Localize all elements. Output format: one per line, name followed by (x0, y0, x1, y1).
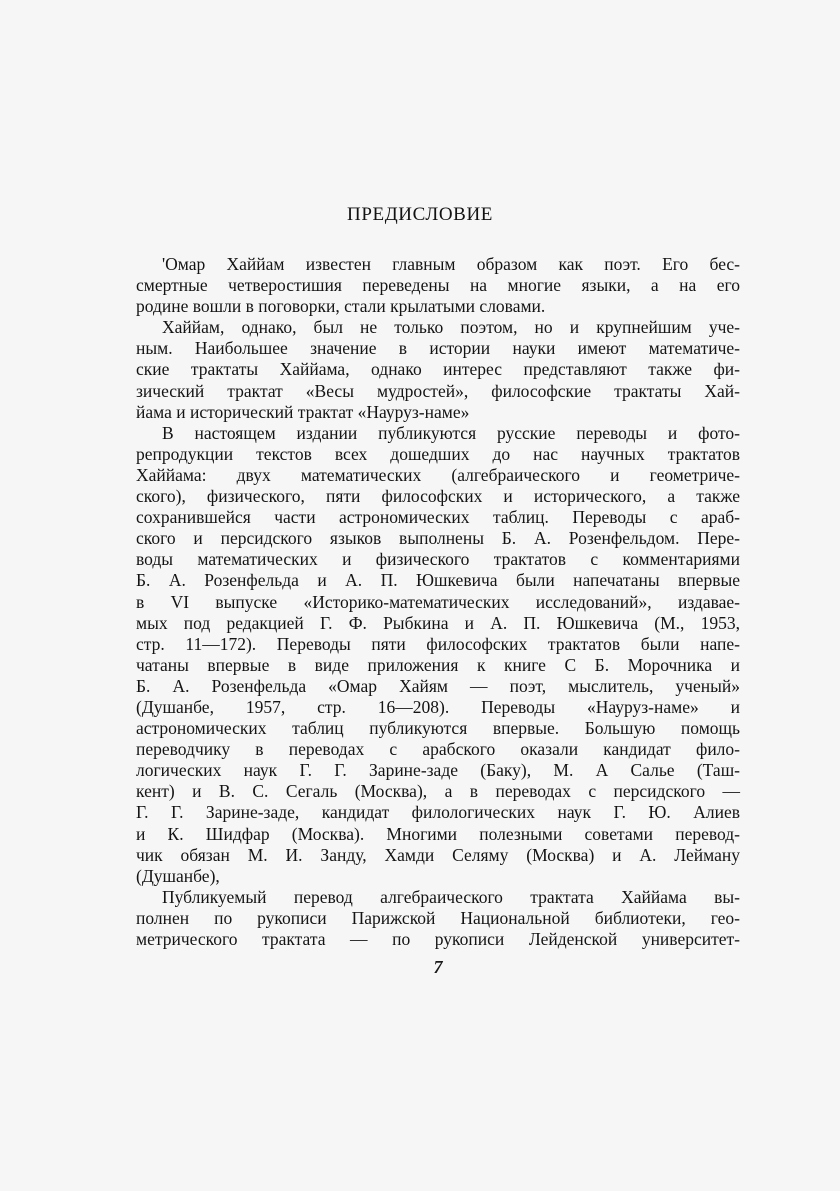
text-line: Г. Г. Зарине-заде, кандидат филологических наук Г. Ю. Алиев (136, 802, 740, 823)
text-line: воды математических и физического трактатов с комментариями (136, 549, 740, 570)
text-line: (Душанбе), (136, 865, 220, 886)
text-line: 'Омар Хаййам известен главным образом как поэт. Его бес- (162, 254, 740, 274)
text-line: ского и персидского языков выполнены Б. А. Розенфельдом. Пере- (136, 528, 740, 549)
text-line: (Душанбе, 1957, стр. 16—208). Переводы «Науруз-наме» и (136, 696, 740, 717)
text-line: Б. А. Розенфельда «Омар Хайям — поэт, мыслитель, ученый» (136, 675, 740, 696)
text-line: ным. Наибольшее значение в истории науки имеют математиче- (136, 338, 740, 359)
text-line: Б. А. Розенфельда и А. П. Юшкевича были напечатаны впервые (136, 570, 740, 591)
body-text (136, 254, 740, 950)
text-line: кент) и В. С. Сегаль (Москва), а в переводах с персидского — (136, 781, 740, 802)
text-line: и К. Шидфар (Москва). Многими полезными советами перевод- (136, 823, 740, 844)
text-line: метрического трактата — по рукописи Лейденской университет- (136, 929, 740, 949)
text-line: Хаййам, однако, был не только поэтом, но и крупнейшим уче- (162, 317, 740, 338)
text-line: В настоящем издании публикуются русские переводы и фото- (162, 422, 740, 443)
text-line: мых под редакцией Г. Ф. Рыбкина и А. П. Юшкевича (М., 1953, (136, 612, 740, 633)
text-line: логических наук Г. Г. Зарине-заде (Баку), М. А Салье (Таш- (136, 760, 740, 781)
text-line: стр. 11—172). Переводы пяти философских трактатов были напе- (136, 633, 740, 654)
text-line: ские трактаты Хаййама, однако интерес представляют также фи- (136, 359, 740, 380)
text-line: репродукции текстов всех дошедших до нас научных трактатов (136, 443, 740, 464)
text-line: астрономических таблиц публикуются впервые. Большую помощь (136, 718, 740, 739)
text-line: йама и исторический трактат «Науруз-наме» (136, 401, 470, 422)
text-line: Хаййама: двух математических (алгебраического и геометриче- (136, 464, 740, 485)
text-line: ского), физического, пяти философских и исторического, а также (136, 486, 740, 507)
text-line: чик обязан М. И. Занду, Хамди Селяму (Москва) и А. Лейману (136, 844, 740, 865)
text-line: чатаны впервые в виде приложения к книге С Б. Морочника и (136, 654, 740, 675)
text-line: полнен по рукописи Парижской Национальной библиотеки, гео- (136, 907, 740, 928)
text-line: Публикуемый перевод алгебраического трактата Хаййама вы- (162, 886, 740, 907)
text-line: сохранившейся части астрономических таблиц. Переводы с араб- (136, 507, 740, 528)
text-line: зический трактат «Весы мудростей», философские трактаты Хай- (136, 380, 740, 401)
page-title: ПРЕДИСЛОВИЕ (347, 204, 493, 225)
text-line: смертные четверостишия переведены на многие языки, а на его (136, 275, 740, 296)
text-line: в VI выпуске «Историко-математических исследований», издавае- (136, 591, 740, 612)
text-line: родине вошли в поговорки, стали крылатыми словами. (136, 296, 546, 317)
text-line: переводчику в переводах с арабского оказали кандидат фило- (136, 739, 740, 760)
page-number: 7 (433, 957, 443, 977)
